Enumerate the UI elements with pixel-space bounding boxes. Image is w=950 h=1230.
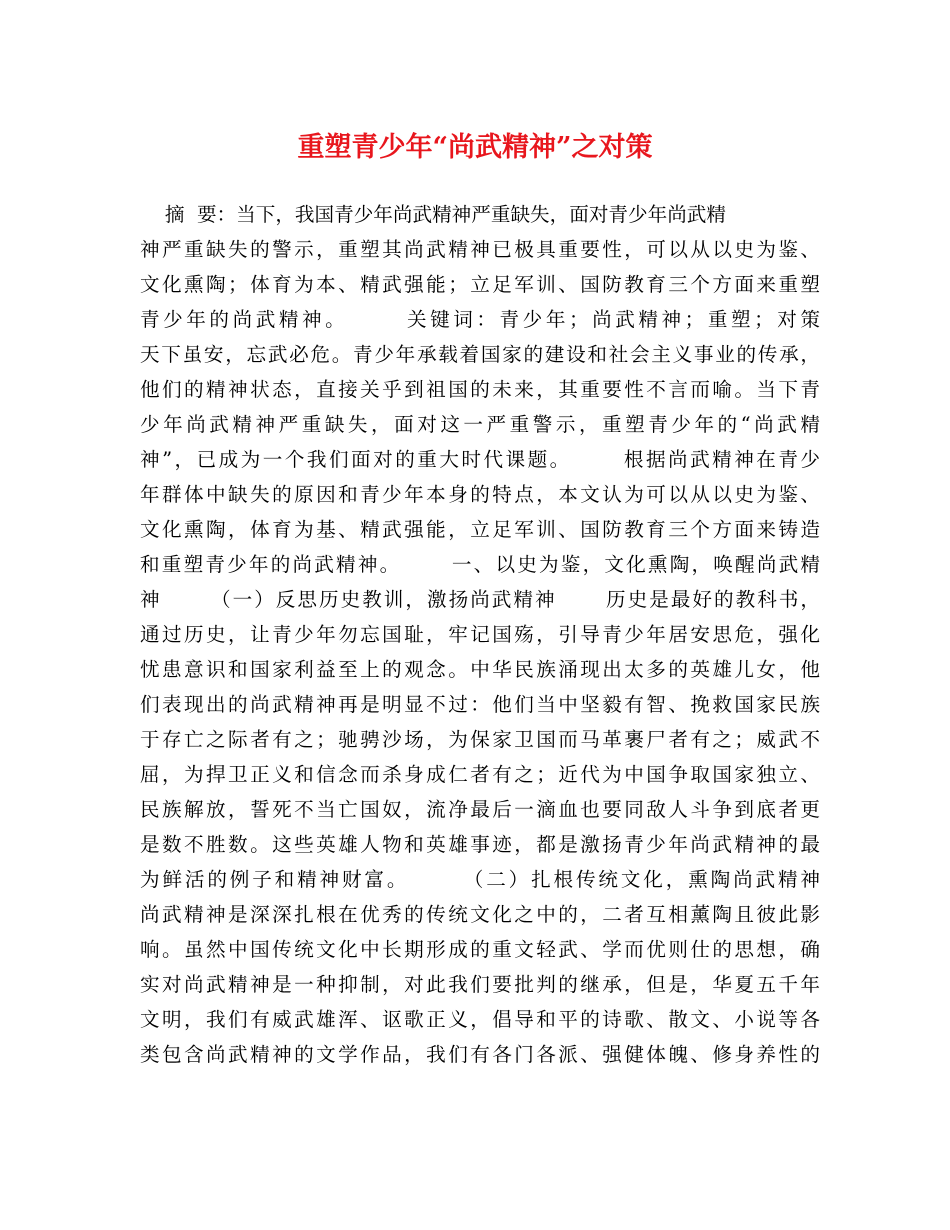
body-line: 是数不胜数。这些英雄人物和英雄事迹，都是激扬青少年尚武精神的最 xyxy=(140,833,820,856)
body-line: 神 （一）反思历史教训，激扬尚武精神 历史是最好的教科书， xyxy=(140,588,820,611)
body-line: 摘 要：当下，我国青少年尚武精神严重缺失，面对青少年尚武精 xyxy=(140,203,726,226)
document-title: 重塑青少年“尚武精神”之对策 xyxy=(297,132,653,163)
body-line: 天下虽安，忘武必危。青少年承载着国家的建设和社会主义事业的传承， xyxy=(140,343,820,366)
document-body xyxy=(140,197,820,1072)
body-line: 屈，为捍卫正义和信念而杀身成仁者有之；近代为中国争取国家独立、 xyxy=(140,763,820,786)
body-line: 年群体中缺失的原因和青少年本身的特点，本文认为可以从以史为鉴、 xyxy=(140,483,820,506)
body-line: 忧患意识和国家利益至上的观念。中华民族涌现出太多的英雄儿女，他 xyxy=(140,658,820,681)
body-line: 文明，我们有威武雄浑、讴歌正义，倡导和平的诗歌、散文、小说等各 xyxy=(140,1008,820,1031)
body-line: 民族解放，誓死不当亡国奴，流净最后一滴血也要同敌人斗争到底者更 xyxy=(140,798,820,821)
body-line: 和重塑青少年的尚武精神。 一、以史为鉴，文化熏陶，唤醒尚武精 xyxy=(140,553,820,576)
body-line: 实对尚武精神是一种抑制，对此我们要批判的继承，但是，华夏五千年 xyxy=(140,973,820,996)
body-line: 神”，已成为一个我们面对的重大时代课题。 根据尚武精神在青少 xyxy=(140,448,820,471)
body-line: 他们的精神状态，直接关乎到祖国的未来，其重要性不言而喻。当下青 xyxy=(140,378,820,401)
body-line: 神严重缺失的警示，重塑其尚武精神已极具重要性，可以从以史为鉴、 xyxy=(140,238,820,261)
body-line: 于存亡之际者有之；驰骋沙场，为保家卫国而马革裹尸者有之；威武不 xyxy=(140,728,820,751)
body-line: 文化熏陶，体育为基、精武强能，立足军训、国防教育三个方面来铸造 xyxy=(140,518,820,541)
body-line: 为鲜活的例子和精神财富。 （二）扎根传统文化，熏陶尚武精神 xyxy=(140,868,820,891)
body-line: 类包含尚武精神的文学作品，我们有各门各派、强健体魄、修身养性的 xyxy=(140,1043,820,1066)
body-line: 通过历史，让青少年勿忘国耻，牢记国殇，引导青少年居安思危，强化 xyxy=(140,623,820,646)
body-line: 少年尚武精神严重缺失，面对这一严重警示，重塑青少年的“尚武精 xyxy=(140,413,820,436)
body-line: 响。虽然中国传统文化中长期形成的重文轻武、学而优则仕的思想，确 xyxy=(140,938,820,961)
body-line: 们表现出的尚武精神再是明显不过：他们当中坚毅有智、挽救国家民族 xyxy=(140,693,820,716)
body-line: 青少年的尚武精神。 关键词：青少年；尚武精神；重塑；对策 xyxy=(140,308,820,331)
body-line: 文化熏陶；体育为本、精武强能；立足军训、国防教育三个方面来重塑 xyxy=(140,273,820,296)
body-line: 尚武精神是深深扎根在优秀的传统文化之中的，二者互相薰陶且彼此影 xyxy=(140,903,820,926)
